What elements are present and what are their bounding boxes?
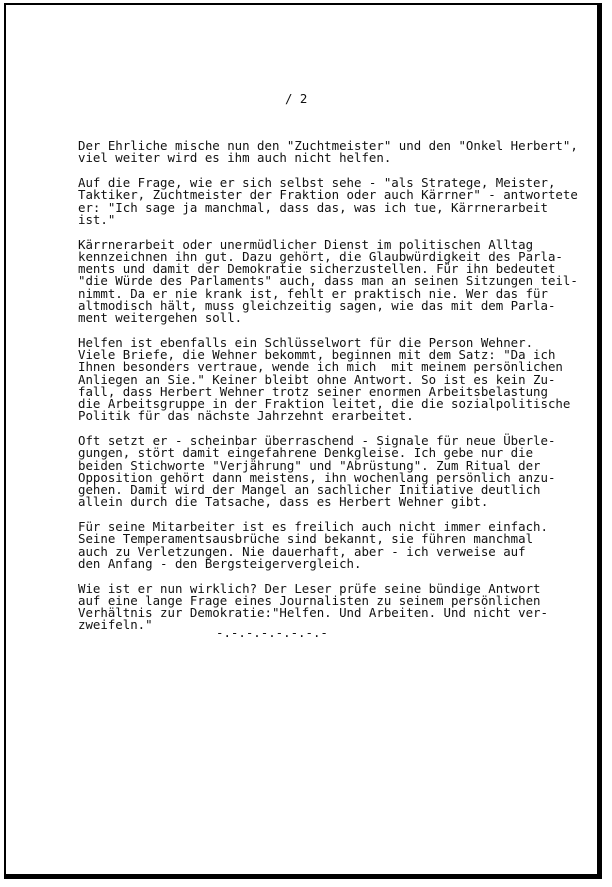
paragraph-3	[78, 236, 608, 326]
paragraph-7	[78, 580, 608, 633]
text-line: die Arbeitsgruppe in der Fraktion leitet, die die sozialpolitische	[78, 396, 571, 412]
text-line: auch zu Verletzungen. Nie dauerhaft, aber - ich verweise auf	[78, 543, 526, 559]
text-line: Seine Temperamentsausbrüche sind bekannt, sie führen manchmal	[78, 531, 534, 547]
text-line: nimmt. Da er nie krank ist, fehlt er praktisch nie. Wer das für	[78, 285, 548, 301]
paragraph-1	[78, 140, 608, 164]
text-line: zweifeln."	[78, 617, 153, 633]
text-line: Wie ist er nun wirklich? Der Leser prüfe seine bündige Antwort	[78, 580, 541, 596]
text-line: ist."	[78, 211, 116, 227]
text-line: gehen. Damit wird der Mangel an sachlicher Initiative deutlich	[78, 482, 541, 498]
text-line: auf eine lange Frage eines Journalisten zu seinem persönlichen	[78, 593, 541, 609]
end-separator: -.-.-.-.-.-.-.-	[216, 625, 328, 640]
text-line: Anliegen an Sie." Keiner bleibt ohne Antwort. So ist es kein Zu-	[78, 371, 556, 387]
paragraph-6	[78, 521, 608, 570]
text-line: viel weiter wird es ihm auch nicht helfen.	[78, 150, 392, 166]
text-line: Für seine Mitarbeiter ist es freilich auch nicht immer einfach.	[78, 519, 548, 535]
text-line: Der Ehrliche mische nun den "Zuchtmeister" und den "Onkel Herbert",	[78, 138, 578, 153]
text-line: Auf die Frage, wie er sich selbst sehe - "als Stratege, Meister,	[78, 175, 556, 191]
text-line: ment weitergehen soll.	[78, 310, 243, 326]
text-line: fall, dass Herbert Wehner trotz seiner enormen Arbeitsbelastung	[78, 383, 548, 399]
text-line: gungen, stört damit eingefahrene Denkgleise. Ich gebe nur die	[78, 445, 534, 461]
text-line: ments und damit der Demokratie sicherzustellen. Für ihn bedeutet	[78, 261, 556, 277]
text-line: beiden Stichworte "Verjährung" und "Abrüstung". Zum Ritual der	[78, 457, 541, 473]
text-line: Kärrnerarbeit oder unermüdlicher Dienst im politischen Alltag	[78, 236, 534, 252]
page-number: / 2	[285, 91, 308, 106]
paragraph-5	[78, 435, 608, 508]
text-line: Verhältnis zur Demokratie:"Helfen. Und Arbeiten. Und nicht ver-	[78, 605, 548, 621]
text-line: Viele Briefe, die Wehner bekommt, beginnen mit dem Satz: "Da ich	[78, 347, 556, 363]
text-line: Opposition gehört dann meistens, ihn wochenlang persönlich anzu-	[78, 469, 556, 485]
text-line: Oft setzt er - scheinbar überraschend - Signale für neue Überle-	[78, 433, 556, 449]
paragraph-2	[78, 177, 608, 226]
text-line: er: "Ich sage ja manchmal, dass das, was ich tue, Kärrnerarbeit	[78, 199, 548, 215]
text-line: den Anfang - den Bergsteigervergleich.	[78, 555, 362, 571]
text-line: Helfen ist ebenfalls ein Schlüsselwort für die Person Wehner.	[78, 335, 534, 351]
text-line: Ihnen besonders vertraue, wende ich mich mit meinem persönlichen	[78, 359, 563, 375]
text-line: "die Würde des Parlaments" auch, dass man an seinen Sitzungen teil-	[78, 273, 578, 289]
paragraph-4	[78, 337, 608, 422]
text-line: allein durch die Tatsache, dass es Herbert Wehner gibt.	[78, 494, 489, 510]
text-line: Politik für das nächste Jahrzehnt erarbeitet.	[78, 408, 414, 424]
text-line: altmodisch hält, muss gleichzeitig sagen, wie das mit dem Parla-	[78, 297, 556, 313]
text-line: Taktiker, Zuchtmeister der Fraktion oder auch Kärrner" - antwortete	[78, 187, 578, 203]
document-body	[78, 140, 608, 644]
text-line: kennzeichnen ihn gut. Dazu gehört, die Glaubwürdigkeit des Parla-	[78, 249, 563, 265]
